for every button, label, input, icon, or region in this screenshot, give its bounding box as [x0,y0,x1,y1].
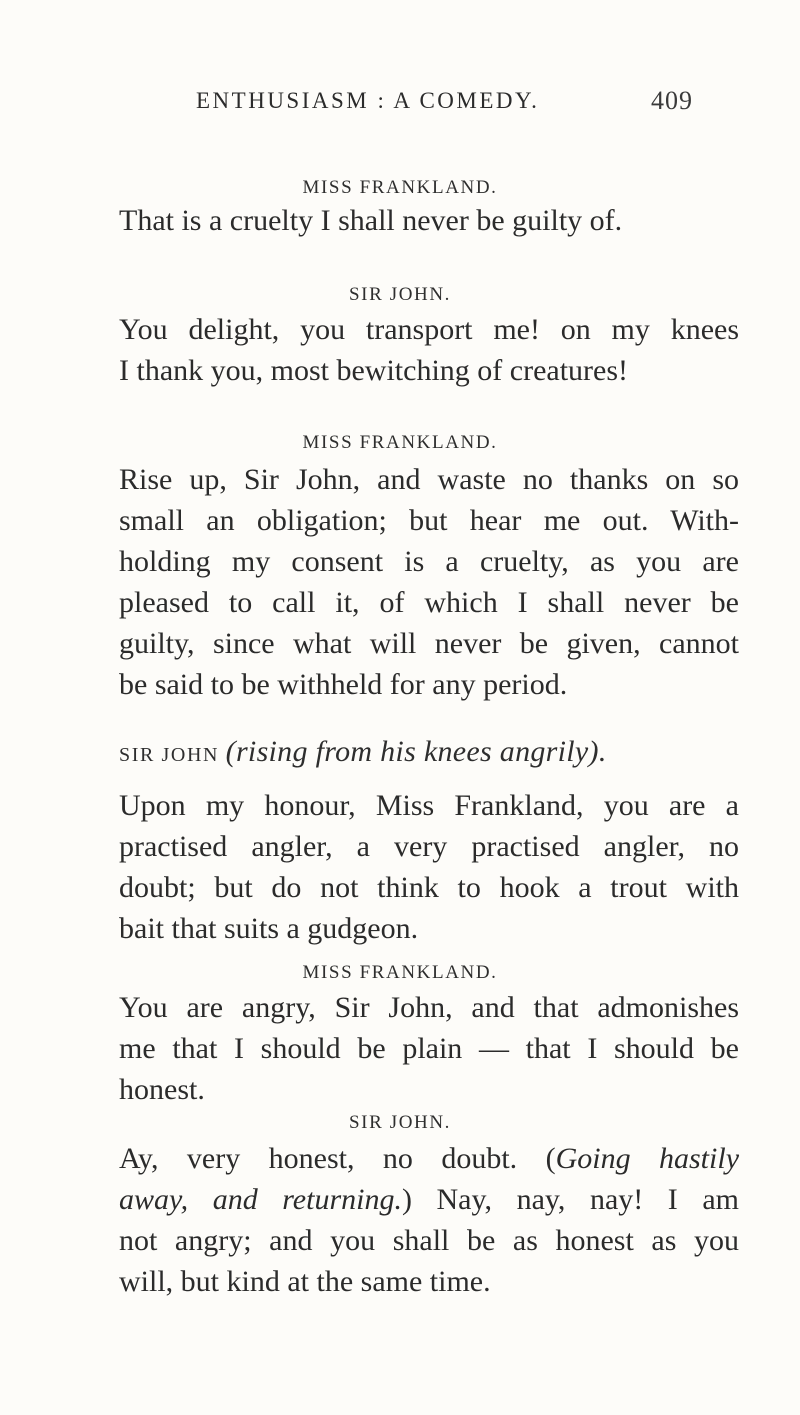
speaker-name: SIR JOHN [119,744,220,766]
speech-text: ) Nay, nay, nay! I am [401,1183,739,1216]
speaker-heading: SIR JOHN. [348,1112,452,1133]
direction-open: ( [225,735,236,768]
speech-line [119,1179,739,1220]
speaker-heading: MISS FRANKLAND. [302,177,498,198]
direction-close: ). [588,735,607,768]
running-title: ENTHUSIASM : A COMEDY. [196,88,540,113]
speech-paragraph [119,200,739,241]
speech-line: You delight, you transport me! on my knees [119,313,739,346]
speaker-heading [119,735,800,769]
speech-line: bait that suits a gudgeon. [119,912,419,945]
speech-line: Upon my honour, Miss Frankland, you are a [119,789,739,822]
speaker-heading: MISS FRANKLAND. [302,432,498,453]
speech-paragraph [119,459,739,705]
stage-direction: rising from his knees angrily [235,735,589,768]
speech-line: not angry; and you shall be as honest as you [119,1224,739,1257]
speech-line: doubt; but do not think to hook a trout with [119,871,739,904]
speech-paragraph [119,987,739,1110]
speech-line: will, but kind at the same time. [119,1265,491,1298]
speech-paragraph [119,309,739,391]
speaker-heading: SIR JOHN. [348,284,452,305]
page-number: 409 [651,86,693,115]
speech-line: I thank you, most bewitching of creatures! [119,354,629,387]
speech-line [119,1138,739,1179]
speech-line: That is a cruelty I shall never be guilty of. [119,204,623,237]
speech-line: You are angry, Sir John, and that admonishes [119,991,739,1024]
speech-line: pleased to call it, of which I shall never be [119,586,739,619]
speech-line: me that I should be plain — that I should be [119,1032,739,1065]
speech-line: honest. [119,1073,205,1106]
speech-paragraph [119,1138,739,1302]
speech-paragraph [119,785,739,949]
stage-direction: away, and returning. [119,1183,402,1216]
speaker-heading: MISS FRANKLAND. [302,962,498,983]
speech-line: holding my consent is a cruelty, as you are [119,545,739,578]
speech-line: small an obligation; but hear me out. With- [119,504,739,537]
speech-line: guilty, since what will never be given, cannot [119,627,739,660]
speech-line: Rise up, Sir John, and waste no thanks on so [119,463,739,496]
speech-line: be said to be withheld for any period. [119,668,568,701]
stage-direction: Going hastily [555,1142,740,1175]
speech-text: Ay, very honest, no doubt. ( [119,1142,556,1175]
speech-line: practised angler, a very practised angler, no [119,830,739,863]
